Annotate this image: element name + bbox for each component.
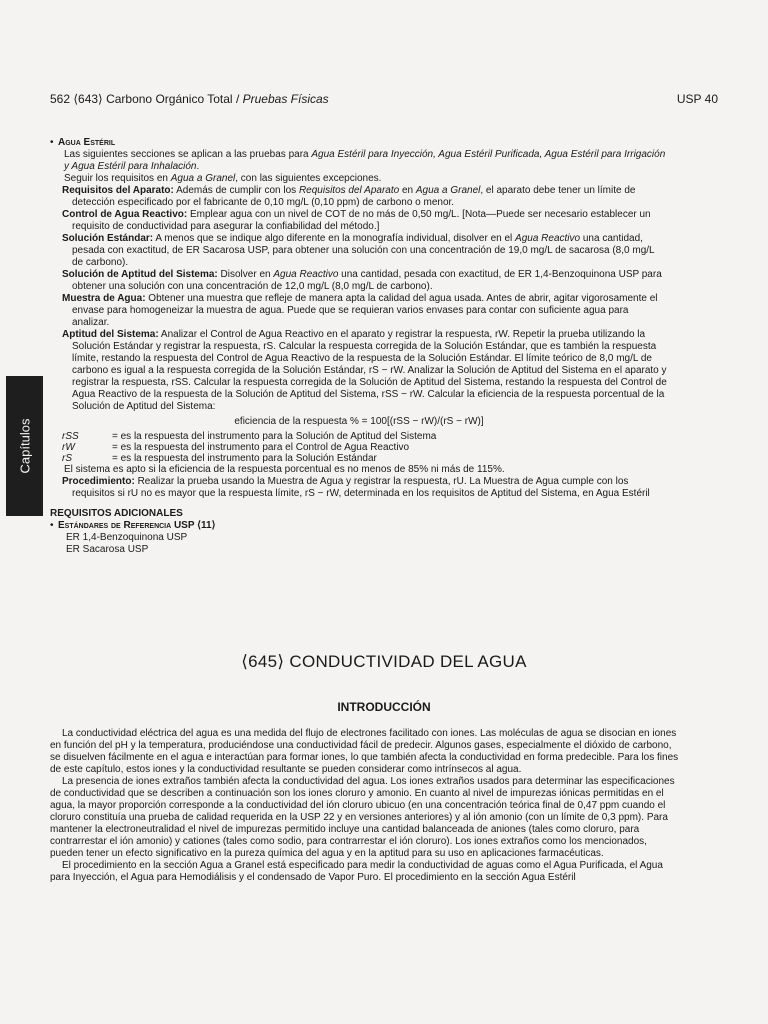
muestra-agua: Muestra de Agua: Obtener una muestra que refleje de manera apta la calidad del agua usada. Antes de abrir, agitar vigorosamente el envase para homogeneizar la muestra de agua. Puede que se requieran varios envases para contar con suficiente agua para analizar. — [62, 293, 658, 328]
variable-definitions — [50, 431, 668, 464]
bullet-icon: • — [50, 137, 54, 148]
intro-paragraph-3: El procedimiento en la sección Agua a Granel está especificado para medir la conductividad de aguas como el Agua Purificada, el Agua para Inyección, el Agua para Hemodiálisis y el condensado de Vapor Puro. El procedimiento en la sección Agua Estéril — [50, 860, 663, 883]
control-agua-reactivo: Control de Agua Reactivo: Emplear agua con un nivel de COT de no más de 0,50 mg/L. [Nota—Puede ser necesario establecer un requisito de conductividad para asegurar la confiabilidad del método.] — [62, 209, 651, 232]
side-tab-label: Capítulos — [17, 418, 32, 474]
agua-esteril-heading: • Agua Estéril — [50, 137, 116, 148]
requisitos-adicionales-heading: REQUISITOS ADICIONALES — [50, 508, 183, 519]
running-head-title: 562 ⟨643⟩ Carbono Orgánico Total — [50, 92, 233, 106]
section-title: INTRODUCCIÓN — [337, 700, 431, 714]
reference-standard-item: ER 1,4-Benzoquinona USP — [66, 532, 188, 543]
procedimiento: Procedimiento: Realizar la prueba usando la Muestra de Agua y registrar la respuesta, rU. La Muestra de Agua cumple con los requisitos si rU no es mayor que la respuesta límite, rS − rW, determinada en los requisitos de Aptitud del Sistema, en Agua Estéril — [62, 476, 650, 499]
running-head-right: USP 40 — [676, 92, 718, 106]
intro-paragraph-1: La conductividad eléctrica del agua es una medida del flujo de electrones facilitado con iones. Las moléculas de agua se disocian en iones en función del pH y la temperatura, produciéndose una conductividad fácil de predecir. Algunos gases, especialmente el dióxido de carbono, se disuelven fácilmente en el agua e interactúan para formar iones, lo que también afecta la conductividad en forma predecible. Para los fines de este capítulo, estos iones y la conductividad resultante se pueden considerar como intrínsecos al agua. — [50, 728, 679, 775]
def-text: = es la respuesta del instrumento para la Solución Estándar — [112, 453, 377, 464]
aptitud-sistema: Aptitud del Sistema: Analizar el Control de Agua Reactivo en el aparato y registrar la respuesta, rW. Repetir la prueba utilizando la Solución Estándar y registrar la respuesta, rS. Calcular la respuesta corregida de la Solución Estándar, que es también la respuesta límite, restando la respuesta del Control de Agua Reactivo de la respuesta de la Solución Estándar. El límite teórico de 8,0 mg/L de carbono es igual a la respuesta corregida de la Solución Estándar, rS − rW. Analizar la Solución de Aptitud del Sistema en el aparato y registrar la respuesta, rSS. Calcular la respuesta corregida de la Solución de Aptitud del Sistema, restando la respuesta del Control de Agua Reactivo de la respuesta de la Solución de Aptitud del Sistema, rSS − rW. Calcular la eficiencia de la respuesta porcentual de la Solución de Aptitud del Sistema: — [62, 329, 667, 412]
intro-paragraph: Las siguientes secciones se aplican a las pruebas para Agua Estéril para Inyección, Agua Estéril Purificada, Agua Estéril para Irrigación y Agua Estéril para Inhalación. — [64, 149, 666, 172]
efficiency-equation: eficiencia de la respuesta % = 100[(rSS − rW)/(rS − rW)] — [234, 416, 484, 427]
agua-esteril-section — [50, 137, 668, 556]
apto-statement: El sistema es apto si la eficiencia de la respuesta porcentual es no menos de 85% ni más de 115%. — [64, 464, 505, 475]
requisitos-aparato: Requisitos del Aparato: Además de cumplir con los Requisitos del Aparato en Agua a Granel, el aparato debe tener un límite de detección especificado por el fabricante de 0,10 mg/L (0,10 ppm) de carbono o menor. — [62, 185, 636, 208]
intro-paragraph-2: Seguir los requisitos en Agua a Granel, con las siguientes excepciones. — [64, 173, 382, 184]
solucion-aptitud-sistema: Solución de Aptitud del Sistema: Disolver en Agua Reactivo una cantidad, pesada con exactitud, de ER 1,4-Benzoquinona USP para obtener una solución con una concentración de 12,0 mg/L (8,0 mg/L de carbono). — [62, 269, 662, 292]
def-symbol: rSS — [62, 431, 79, 442]
running-head-left: 562 ⟨643⟩ Carbono Orgánico Total / Pruebas Físicas — [50, 92, 329, 106]
running-head-subtitle: Pruebas Físicas — [242, 92, 329, 106]
bullet-icon: • — [50, 520, 54, 531]
def-symbol: rW — [62, 442, 75, 453]
estandares-referencia-heading: • Estándares de Referencia USP ⟨11⟩ — [50, 520, 216, 531]
def-symbol: rS — [62, 453, 72, 464]
page-header — [50, 92, 718, 112]
reference-standard-item: ER Sacarosa USP — [66, 544, 149, 555]
intro-paragraph-2: La presencia de iones extraños también afecta la conductividad del agua. Los iones extraños usados para determinar las especificaciones de conductividad que se describen a continuación son los iones cloruro y amonio. En cuanto al nivel de impurezas iónicas permitidas en el agua, la mayor proporción corresponde a la conductividad del ión cloruro ubicuo (en una concentración teórica final de 0,47 ppm cuando el cloruro constituía una prueba de calidad requerida en la USP 22 y en versiones anteriores) y al ión amonio (con un límite de 0,3 ppm). Para mantener la electroneutralidad el nivel de impurezas permitido incluye una cantidad balanceada de aniones (tales como cloruro, para contrarrestar el ión amonio) y cationes (tales como sodio, para contrarrestar el ión cloruro). Los iones extraños como los mencionados, pueden tener un efecto significativo en la pureza química del agua y en la aptitud para su uso en aplicaciones farmacéuticas. — [50, 776, 675, 859]
def-text: = es la respuesta del instrumento para el Control de Agua Reactivo — [112, 442, 410, 453]
solucion-estandar: Solución Estándar: A menos que se indique algo diferente en la monografía individual, disolver en el Agua Reactivo una cantidad, pesada con exactitud, de ER Sacarosa USP, para obtener una solución con una concentración de 19,0 mg/L de sacarosa (8,0 mg/L de carbono). — [62, 233, 655, 268]
chapter-title: ⟨645⟩ CONDUCTIVIDAD DEL AGUA — [241, 652, 527, 671]
def-text: = es la respuesta del instrumento para la Solución de Aptitud del Sistema — [112, 431, 437, 442]
chapter-side-tab — [6, 376, 43, 516]
introduccion-body — [50, 728, 680, 884]
